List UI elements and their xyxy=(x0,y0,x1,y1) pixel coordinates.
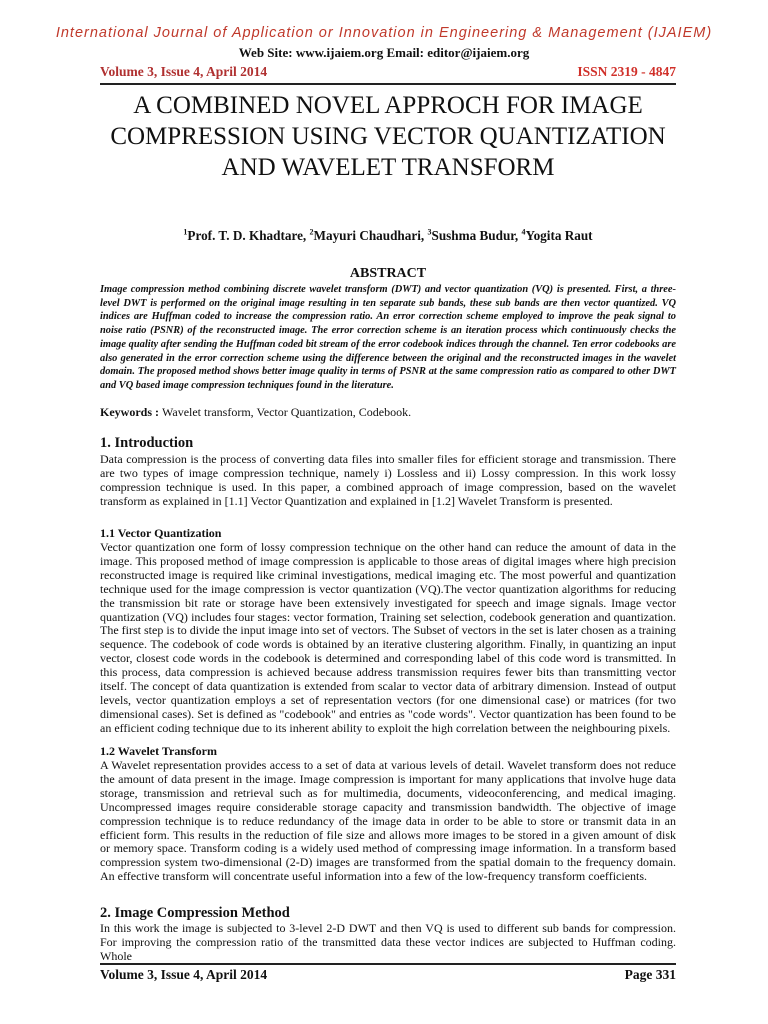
keywords-list: Wavelet transform, Vector Quantization, Codebook. xyxy=(162,405,412,419)
author xyxy=(427,228,521,243)
abstract-text: Image compression method combining discrete wavelet transform (DWT) and vector quantization (VQ) is presented. First, a three-level DWT is performed on the original image resulting in ten separate sub bands, these sub bands are then vector quantized. VQ indices are Huffman coded to increase the compression ratio. An error correction scheme employed to improve the peak signal to noise ratio (PSNR) of the reconstructed image. The error correction scheme is an iteration process which continuously checks the image quality after sending the Huffman coded bit stream of the error codebook indices through the channel. Ten error codebooks are also generated in the error correction scheme using the difference between the original and the reconstructed images in the wavelet domain. The proposed method shows better image quality in terms of PSNR at the same compression ratio as compared to other DWT and VQ based image compression techniques found in the literature. xyxy=(100,284,676,391)
author-affiliation-mark: 1 xyxy=(183,228,188,237)
subsection-heading-vector-quantization: 1.1 Vector Quantization xyxy=(100,526,222,540)
subsection-heading-wavelet-transform: 1.2 Wavelet Transform xyxy=(100,744,217,758)
footer-rule xyxy=(100,963,676,965)
header-issn: ISSN 2319 - 4847 xyxy=(577,64,676,79)
author-affiliation-mark: 3 xyxy=(427,228,432,237)
author-name: Mayuri Chaudhari, xyxy=(313,228,428,244)
author-name: Yogita Raut xyxy=(525,228,593,244)
journal-website-email: Web Site: www.ijaiem.org Email: editor@ijaiem.org xyxy=(238,45,530,60)
vector-quantization-paragraph: Vector quantization one form of lossy compression technique on the other hand can reduce the amount of data in the image. This proposed method of image compression is applicable to those areas of digital images where high precision reconstructed image is required like criminal investigations, medical imaging etc. The most powerful and quantization technique used for the image compression is vector quantization (VQ).The vector quantization algorithms for reducing the transmission bit rate or storage have been extensively investigated for speech and image signals. Image vector quantization (VQ) includes four stages: vector formation, Training set selection, codebook generation and quantization. The first step is to divide the input image into set of vectors. The Subset of vectors in the set is later chosen as a training sequence. The codebook of code words is obtained by an iterative clustering algorithm. Finally, in quantizing an input vector, closest code words in the codebook is determined and corresponding label of this code word is transmitted. In this process, data compression is achieved because address transmission requires fewer bits than transmitting vector itself. The concept of data quantization is extended from scalar to vector data of arbitrary dimension. Instead of output levels, vector quantization employs a set of representation vectors (for one dimensional case) or matrices (for two dimensional cases). Set is defined as "codebook" and entries as "code words". Vector quantization has been found to be an efficient coding technique due to its inherent ability to exploit the high correlation between the neighbouring pixels. xyxy=(100,540,676,735)
image-compression-method-paragraph: In this work the image is subjected to 3-level 2-D DWT and then VQ is used to different sub bands for compression. For improving the compression ratio of the transmitted data these vector indices are subjected to Huffman coding. Whole xyxy=(100,921,676,963)
wavelet-transform-paragraph: A Wavelet representation provides access to a set of data at various levels of detail. Wavelet transform does not reduce the amount of data present in the image. Image compression is important for many applications that involve huge data storage, transmission and retrieval such as for multimedia, documents, videoconferencing, and medical imaging. Uncompressed images require considerable storage capacity and transmission bandwidth. The objective of image compression technique is to reduce redundancy of the image data in order to be able to store or transmit data in an efficient form. This results in the reduction of file size and allows more images to be stored in a given amount of disk or memory space. Transform coding is a widely used method of compressing image information. In a transform based compression system two-dimensional (2-D) images are transformed from the spatial domain to the frequency domain. An effective transform will concentrate useful information into a few of the low-frequency transform coefficients. xyxy=(100,758,676,884)
author-list xyxy=(100,228,676,244)
author-name: Sushma Budur, xyxy=(431,228,522,244)
header-volume: Volume 3, Issue 4, April 2014 xyxy=(100,64,268,79)
author-affiliation-mark: 4 xyxy=(521,228,526,237)
author xyxy=(183,228,309,243)
author xyxy=(310,228,428,243)
section-heading-image-compression-method: 2. Image Compression Method xyxy=(100,905,290,921)
journal-name: International Journal of Application or Innovation in Engineering & Management (IJAIEM) xyxy=(55,25,713,41)
author xyxy=(522,228,593,243)
abstract-heading: ABSTRACT xyxy=(349,266,427,281)
paper-title: A COMBINED NOVEL APPROCH FOR IMAGE COMPRESSION USING VECTOR QUANTIZATION AND WAVELET TRANSFORM xyxy=(110,92,666,181)
header-rule xyxy=(100,83,676,85)
footer-volume: Volume 3, Issue 4, April 2014 xyxy=(100,967,268,982)
author-name: Prof. T. D. Khadtare, xyxy=(187,228,310,244)
introduction-paragraph: Data compression is the process of converting data files into smaller files for efficient storage and transmission. There are two types of image compression technique, namely i) Lossless and ii) Lossy compression. In this work lossy compression technique is used. In this paper, a combined approach of image compression, based on the wavelet transform as explained in [1.1] Vector Quantization and explained in [1.2] Wavelet Transform is presented. xyxy=(100,452,676,508)
section-heading-introduction: 1. Introduction xyxy=(100,435,194,451)
footer-page-number: Page 331 xyxy=(624,967,676,982)
keywords-label: Keywords : xyxy=(100,405,162,419)
keywords xyxy=(100,405,676,420)
author-affiliation-mark: 2 xyxy=(309,228,314,237)
